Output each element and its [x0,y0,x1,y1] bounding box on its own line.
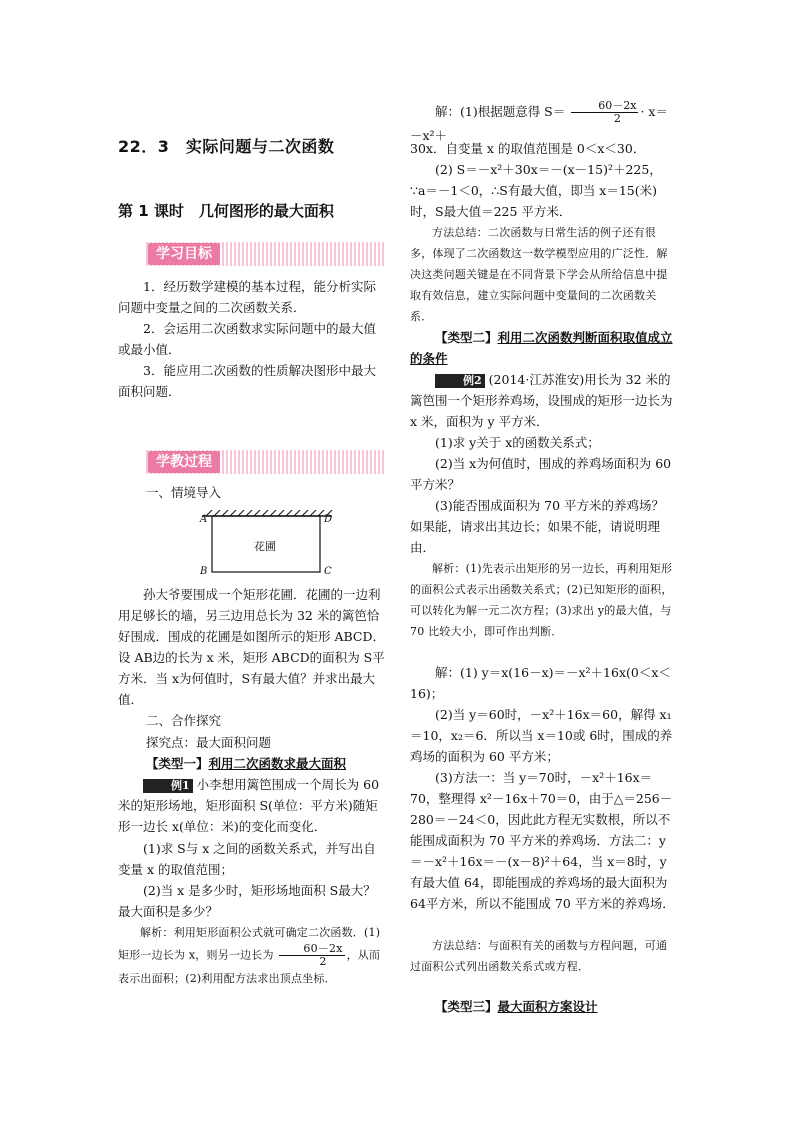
type2-bracket: 【类型二】 [435,330,498,345]
solution1-line2: 30x．自变量 x 的取值范围是 0＜x＜30． [410,141,646,156]
goal-1: 1．经历数学建模的基本过程，能分析实际问题中变量之间的二次函数关系． [118,279,376,315]
analysis-part-b: ，从而表示出面积；(2)利用配方法求出顶点坐标． [118,948,381,985]
type1-heading [146,753,386,774]
example2-solution2: (2)当 y＝60时，－x²＋16x＝60，解得 x₁＝10，x₂＝6．所以当 x＝10或 6时，围成的养鸡场的面积为 60 平方米； [410,707,673,764]
example1-q1: (1)求 S与 x 之间的函数关系式，并写出自变量 x 的取值范围； [118,841,376,877]
example2-body: (2014·江苏淮安)用长为 32 米的篱笆围一个矩形养鸡场，设围成的矩形一边长为 x 米，面积为 y 平方米． [410,372,673,429]
badge-teaching-process [146,450,386,474]
type3-bracket: 【类型三】 [435,999,498,1014]
method-summary-2: 方法总结：与面积有关的函数与方程问题，可通过面积公式列出函数关系式或方程． [410,939,668,973]
type2-heading [410,327,676,369]
example1-tag: 例1 [143,779,193,793]
type2-title: 利用二次函数判断面积取值成立的条件 [410,330,673,366]
example2-solution3: (3)方法一：当 y＝70时，－x²＋16x＝70，整理得 x²－16x＋70＝0，由于△＝256－280＝－24＜0，因此此方程无实数根，所以不能围成面积为 70 平方米的养鸡场．方法二：y＝－x²＋16x＝－(x－8)²＋64，当 x＝8时，y有最大值 64，即能围成的养鸡场的最大面积为 64平方米，所以不能围成 70 平方米的养鸡场． [410,770,675,911]
example1-q2: (2)当 x 是多少时，矩形场地面积 S最大？最大面积是多少？ [118,883,376,919]
example1-analysis [118,922,386,989]
example1-text [118,774,386,837]
type3-title: 最大面积方案设计 [497,999,598,1014]
coop-heading: 二、合作探究 [146,713,222,728]
example2-q2: (2)当 x为何值时，围成的养鸡场面积为 60 平方米？ [410,456,672,492]
example2-solution1: 解：(1) y＝x(16－x)＝－x²＋16x(0＜x＜16)； [410,665,671,701]
solution1-line4: ∵a＝－1＜0，∴S有最大值，即当 x＝15(米)时，S最大值＝225 平方米． [410,183,658,219]
type1-title: 利用二次函数求最大面积 [208,756,347,771]
goal-2: 2．会运用二次函数求实际问题中的最大值或最小值． [118,321,376,357]
example2-tag: 例2 [435,374,485,388]
method-summary-1: 方法总结：二次函数与日常生活的例子还有很多，体现了二次函数这一数学模型应用的广泛性．解决这类问题关键是在不同背景下学会从所给信息中提取有效信息，建立实际问题中变量间的二次函数关系． [410,226,668,323]
example2-q3: (3)能否围成面积为 70 平方米的养鸡场？如果能，请求出其边长；如果不能，请说明理由． [410,498,665,555]
solution1-line1: 解：(1)根据题意得 S＝ $\frac{60-2x}{2}$ · x＝－x²＋ [410,99,668,143]
badge-label: 学习目标 [148,243,220,265]
explore-point: 探究点：最大面积问题 [146,735,272,750]
example1-body: 小李想用篱笆围成一个周长为 60 米的矩形场地，矩形面积 S(单位：平方米)随矩形一边长 x(单位：米)的变化而变化． [118,777,380,834]
solution1-line3: (2) S＝－x²＋30x＝－(x－15)²＋225， [435,162,662,177]
intro-text: 孙大爷要围成一个矩形花圃．花圃的一边利用足够长的墙，另三边用总长为 32 米的篱笆恰好围成．围成的花圃是如图所示的矩形 ABCD．设 AB边的长为 x 米，矩形 ABCD的面积为 S平方米．当 x为何值时，S有最大值？并求出最大值． [118,587,386,707]
section-title: 22．3 实际问题与二次函数 [118,137,335,156]
badge-learning-goals [146,242,386,266]
type3-heading [410,996,676,1017]
example2-q1: (1)求 y关于 x的函数关系式； [435,435,600,450]
garden-figure [202,510,342,582]
vertex-d: D [324,514,333,525]
type1-bracket: 【类型一】 [146,756,209,771]
garden-label: 花圃 [254,540,276,553]
vertex-a: A [200,514,208,525]
intro-heading: 一、情境导入 [146,485,222,500]
solution1-fraction: $\frac{60-2x}{2}$ [571,100,638,125]
analysis-part-a: 解析：利用矩形面积公式就可确定二次函数．(1)矩形一边长为 x，则另一边长为 [118,926,381,962]
analysis-fraction: $\frac{60-2x}{2}$ [279,943,344,968]
badge-label: 学教过程 [148,451,220,473]
goal-3: 3．能应用二次函数的性质解决图形中最大面积问题． [118,363,376,399]
example2-text [410,369,676,432]
vertex-b: B [200,566,208,577]
wall-hatching [206,510,332,516]
vertex-c: C [324,566,332,577]
lesson-title: 第 1 课时 几何图形的最大面积 [118,202,334,220]
example2-analysis: 解析：(1)先表示出矩形的另一边长，再利用矩形的面积公式表示出函数关系式；(2)已知矩形的面积，可以转化为解一元二次方程；(3)求出 y的最大值，与 70 比较大小，即可作出判断． [410,562,673,638]
